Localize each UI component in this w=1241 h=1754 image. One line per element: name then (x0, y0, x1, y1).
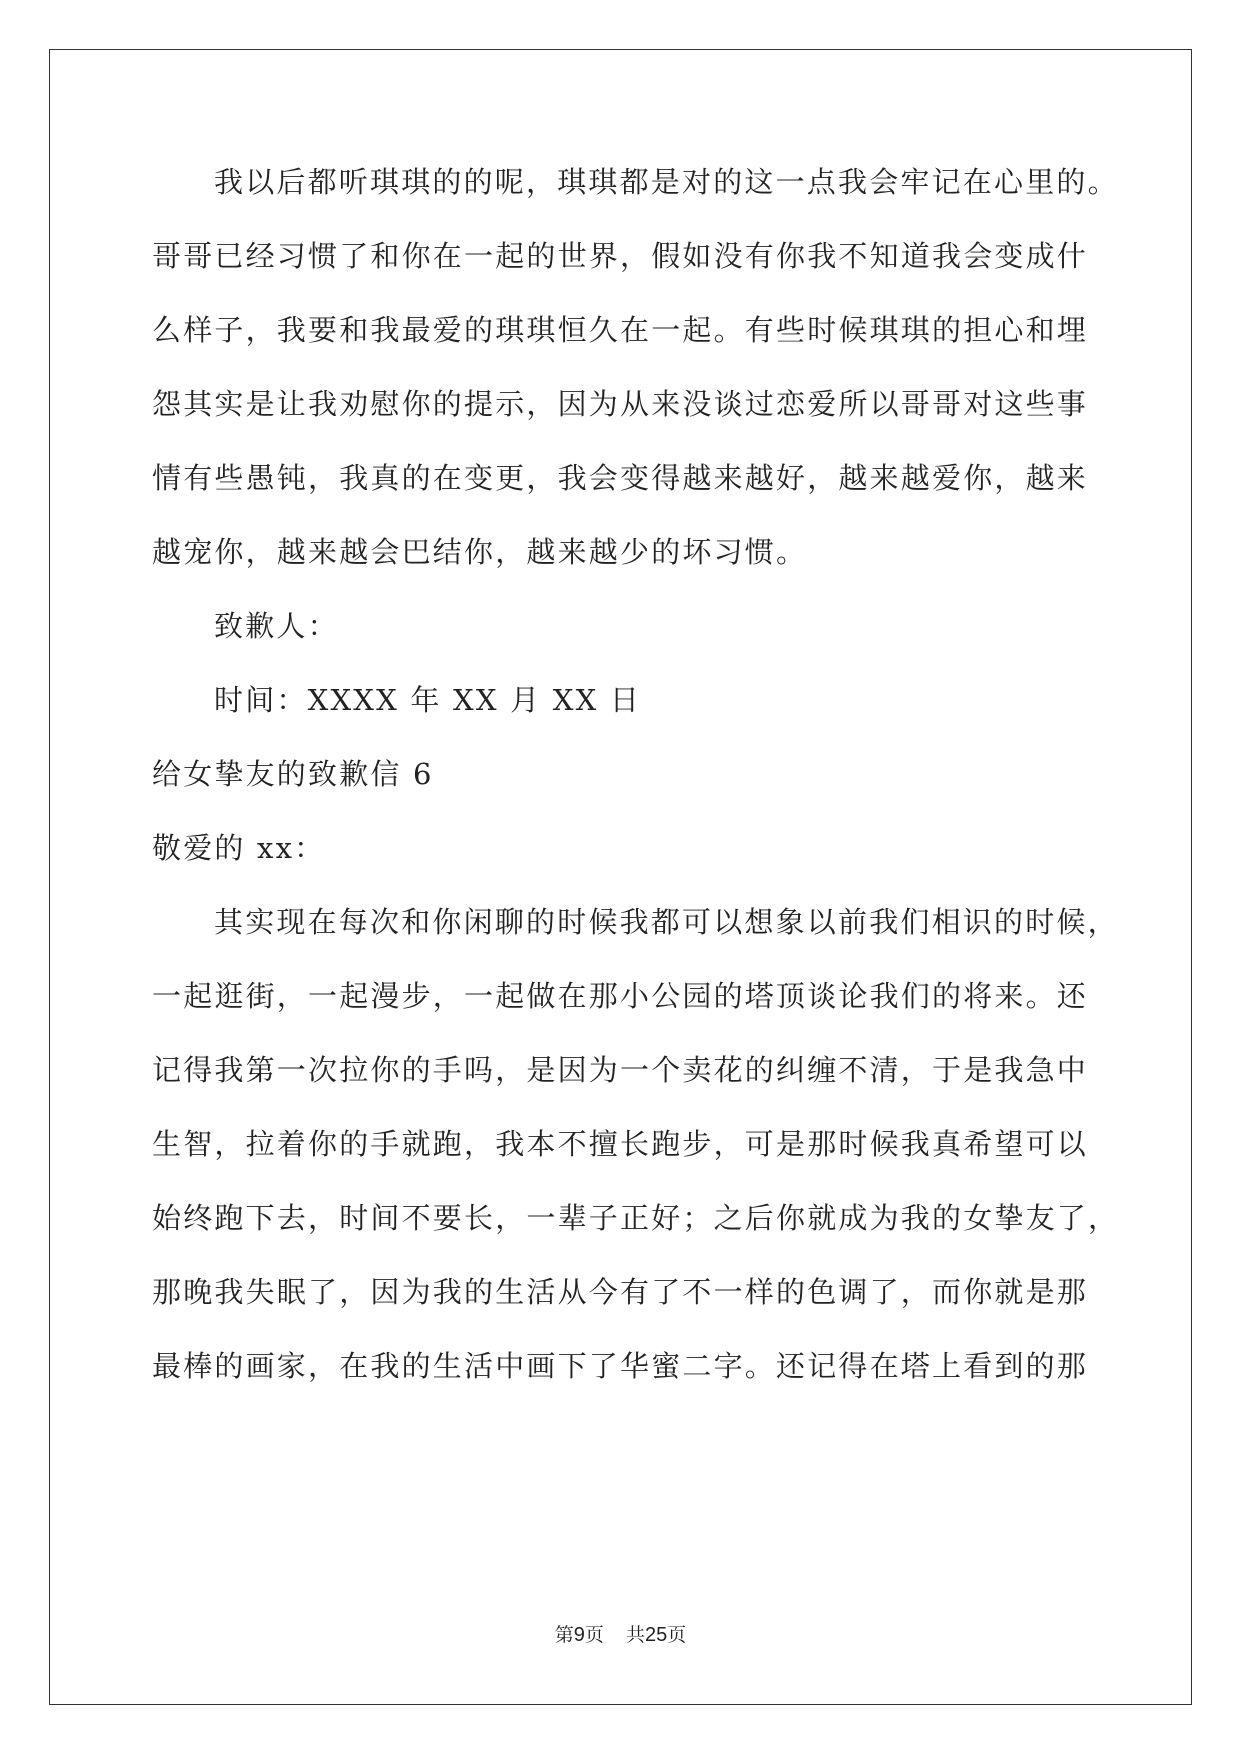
paragraph-line: 那晚我失眠了，因为我的生活从今有了不一样的色调了，而你就是那 (152, 1275, 1089, 1309)
paragraph-line: 怨其实是让我劝慰你的提示，因为从来没谈过恋爱所以哥哥对这些事 (152, 387, 1089, 421)
paragraph-line: 最棒的画家，在我的生活中画下了华蜜二字。还记得在塔上看到的那 (152, 1349, 1089, 1383)
total-suffix: 页 (667, 1624, 687, 1646)
date-line: 时间：XXXX 年 XX 月 XX 日 (214, 683, 642, 717)
section-title: 给女挚友的致歉信 6 (152, 757, 434, 791)
total-prefix: 共 (625, 1624, 645, 1646)
paragraph-line: 生智，拉着你的手就跑，我本不擅长跑步，可是那时候我真希望可以 (152, 1127, 1089, 1161)
paragraph-line: 哥哥已经习惯了和你在一起的世界，假如没有你我不知道我会变成什 (152, 239, 1089, 273)
page-prefix: 第 (554, 1624, 574, 1646)
document-body (152, 162, 1120, 1420)
paragraph-line: 么样子，我要和我最爱的琪琪恒久在一起。有些时候琪琪的担心和埋 (152, 313, 1089, 347)
page-number: 9 (573, 1624, 585, 1646)
paragraph-line: 记得我第一次拉你的手吗，是因为一个卖花的纠缠不清，于是我急中 (152, 1053, 1089, 1087)
page-footer (0, 1620, 1241, 1647)
paragraph-line: 其实现在每次和你闲聊的时候我都可以想象以前我们相识的时候， (214, 905, 1119, 939)
signature-label: 致歉人： (214, 609, 339, 643)
total-pages: 25 (644, 1624, 668, 1646)
paragraph-line: 我以后都听琪琪的的呢，琪琪都是对的这一点我会牢记在心里的。 (214, 165, 1119, 199)
paragraph-line: 始终跑下去，时间不要长，一辈子正好；之后你就成为我的女挚友了， (152, 1201, 1120, 1235)
paragraph-line: 一起逛街，一起漫步，一起做在那小公园的塔顶谈论我们的将来。还 (152, 979, 1089, 1013)
paragraph-line: 越宠你，越来越会巴结你，越来越少的坏习惯。 (152, 535, 808, 569)
paragraph-line: 情有些愚钝，我真的在变更，我会变得越来越好，越来越爱你，越来 (152, 461, 1089, 495)
page-suffix: 页 (584, 1624, 604, 1646)
salutation: 敬爱的 xx： (152, 831, 326, 865)
